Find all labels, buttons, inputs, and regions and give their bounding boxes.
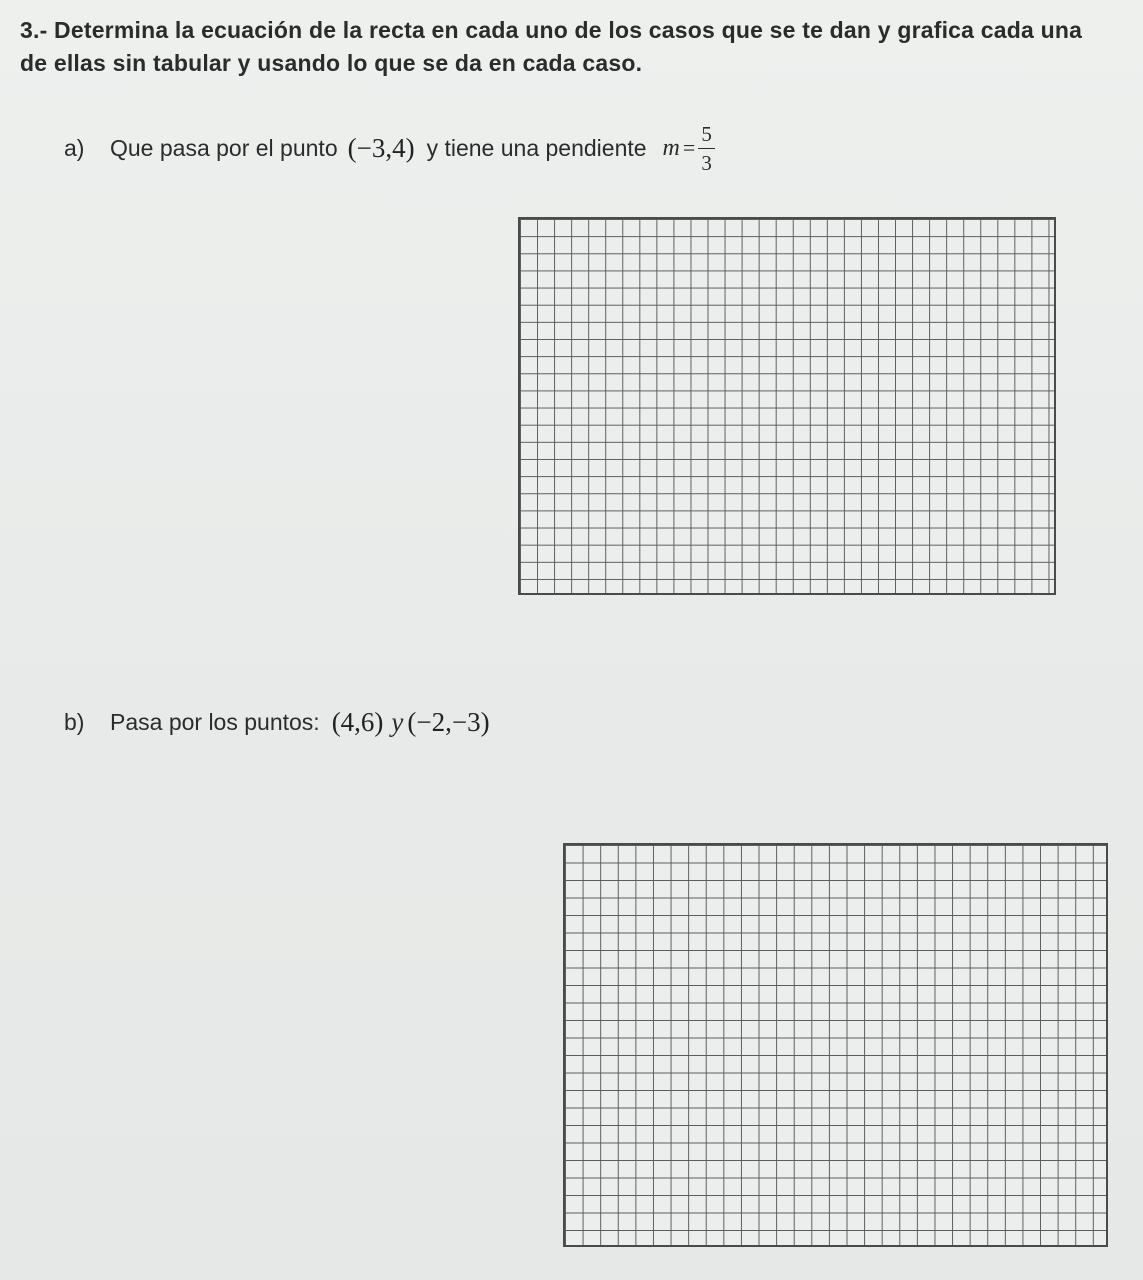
slope-equals: = [682,135,696,160]
part-b-text-before: Pasa por los puntos: [110,708,320,735]
slope-denominator: 3 [701,150,712,175]
part-a [64,121,715,175]
graph-grid-b[interactable] [563,843,1108,1247]
part-a-label: a) [64,134,85,161]
part-a-text-after: y tiene una pendiente [426,134,647,161]
slope-expression [663,123,715,174]
part-b-label: b) [64,708,85,735]
part-b [64,702,490,742]
graph-grid-a[interactable] [518,217,1056,595]
problem-heading: 3.- Determina la ecuación de la recta en cada uno de los casos que se te dan y grafica cada una de ellas sin tabular y usando lo que se da en cada caso. [20,17,1083,76]
part-a-text-before: Que pasa por el punto [110,134,338,161]
slope-numerator: 5 [698,123,715,149]
slope-fraction [698,123,715,174]
part-b-connector: y [391,706,404,737]
part-b-point-2: (−2,−3) [407,706,490,737]
part-a-point: (−3,4) [347,132,415,163]
part-b-point-1: (4,6) [331,706,384,737]
slope-variable: m [662,134,680,161]
